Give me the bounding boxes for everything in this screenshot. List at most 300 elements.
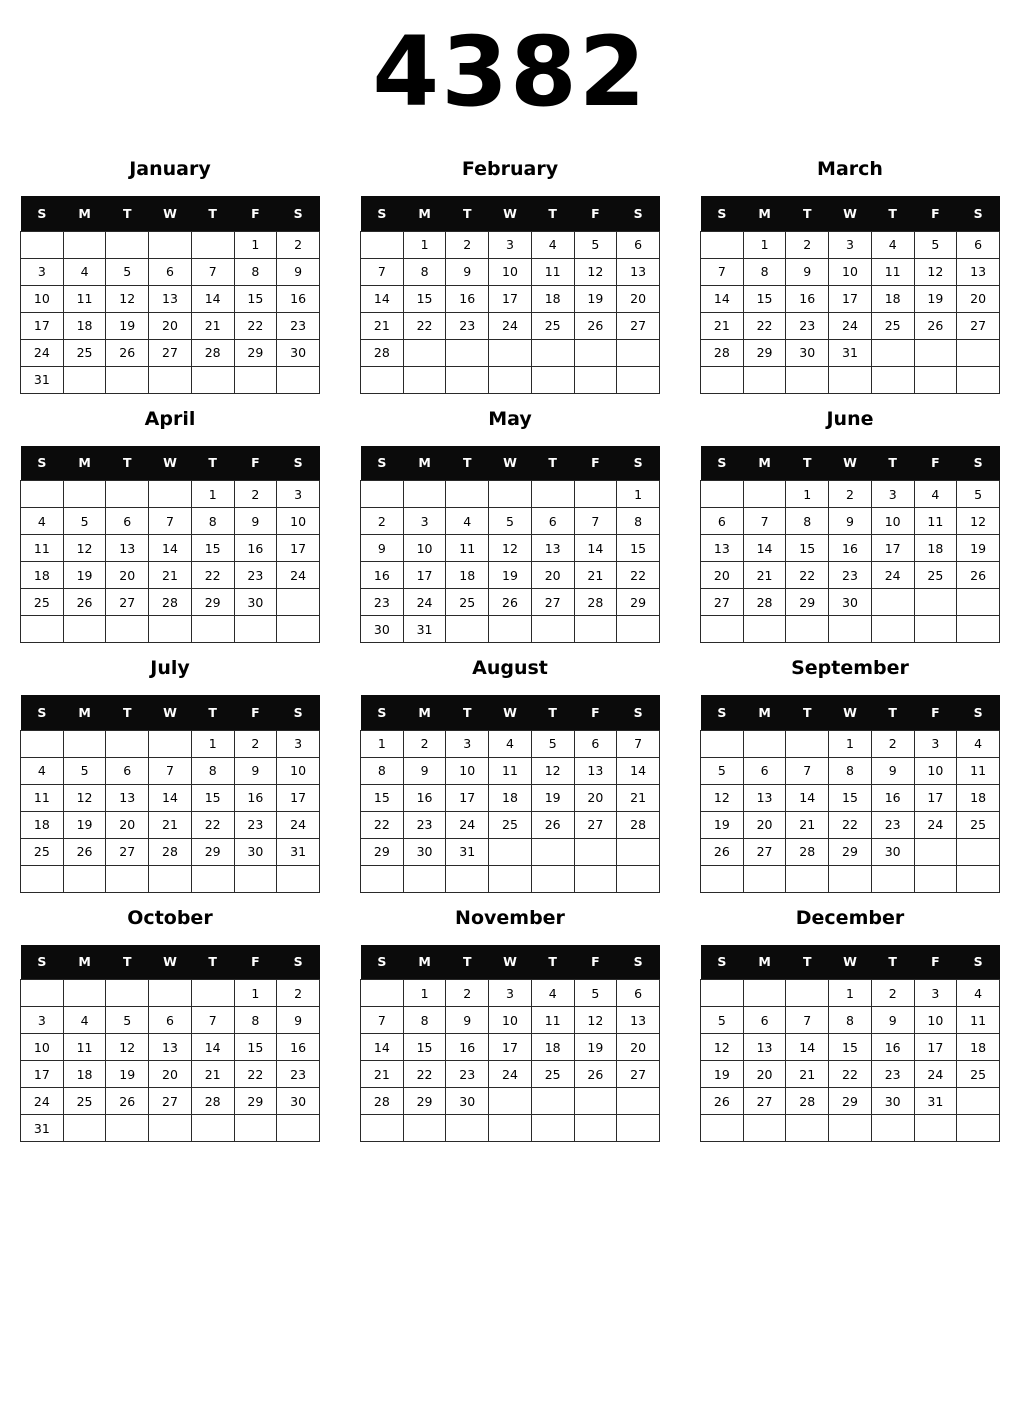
day-cell[interactable]: 25 [871, 312, 914, 339]
day-cell[interactable]: 22 [234, 312, 277, 339]
day-cell[interactable]: 31 [829, 339, 872, 366]
day-cell[interactable]: 25 [446, 589, 489, 616]
day-cell[interactable]: 13 [574, 757, 617, 784]
day-cell[interactable]: 9 [277, 258, 320, 285]
day-cell[interactable]: 10 [277, 508, 320, 535]
day-cell[interactable]: 29 [191, 589, 234, 616]
day-cell[interactable]: 15 [234, 285, 277, 312]
day-cell[interactable]: 9 [786, 258, 829, 285]
day-cell[interactable]: 9 [361, 535, 404, 562]
day-cell[interactable]: 14 [743, 535, 786, 562]
day-cell[interactable]: 23 [234, 811, 277, 838]
day-cell[interactable]: 10 [914, 1007, 957, 1034]
day-cell[interactable]: 7 [191, 258, 234, 285]
day-cell[interactable]: 30 [403, 838, 446, 865]
day-cell[interactable]: 11 [871, 258, 914, 285]
day-cell[interactable]: 12 [106, 285, 149, 312]
day-cell[interactable]: 17 [914, 1034, 957, 1061]
day-cell[interactable]: 25 [957, 811, 1000, 838]
day-cell[interactable]: 19 [574, 285, 617, 312]
day-cell[interactable]: 22 [403, 1061, 446, 1088]
day-cell[interactable]: 6 [106, 508, 149, 535]
day-cell[interactable]: 12 [701, 784, 744, 811]
day-cell[interactable]: 22 [191, 562, 234, 589]
day-cell[interactable]: 25 [63, 1088, 106, 1115]
day-cell[interactable]: 17 [914, 784, 957, 811]
day-cell[interactable]: 16 [234, 784, 277, 811]
day-cell[interactable]: 30 [871, 838, 914, 865]
day-cell[interactable]: 27 [149, 1088, 192, 1115]
day-cell[interactable]: 25 [21, 589, 64, 616]
day-cell[interactable]: 18 [957, 784, 1000, 811]
day-cell[interactable]: 16 [871, 784, 914, 811]
day-cell[interactable]: 28 [574, 589, 617, 616]
day-cell[interactable]: 17 [277, 535, 320, 562]
day-cell[interactable]: 6 [743, 757, 786, 784]
day-cell[interactable]: 8 [786, 508, 829, 535]
day-cell[interactable]: 10 [829, 258, 872, 285]
day-cell[interactable]: 13 [701, 535, 744, 562]
day-cell[interactable]: 20 [574, 784, 617, 811]
day-cell[interactable]: 17 [489, 1034, 532, 1061]
day-cell[interactable]: 28 [617, 811, 660, 838]
day-cell[interactable]: 6 [701, 508, 744, 535]
day-cell[interactable]: 17 [21, 312, 64, 339]
day-cell[interactable]: 3 [21, 258, 64, 285]
day-cell[interactable]: 19 [106, 312, 149, 339]
day-cell[interactable]: 7 [574, 508, 617, 535]
day-cell[interactable]: 3 [489, 980, 532, 1007]
day-cell[interactable]: 9 [446, 1007, 489, 1034]
day-cell[interactable]: 30 [234, 589, 277, 616]
day-cell[interactable]: 19 [574, 1034, 617, 1061]
day-cell[interactable]: 13 [531, 535, 574, 562]
day-cell[interactable]: 2 [403, 730, 446, 757]
day-cell[interactable]: 27 [701, 589, 744, 616]
day-cell[interactable]: 6 [106, 757, 149, 784]
day-cell[interactable]: 12 [574, 258, 617, 285]
day-cell[interactable]: 5 [574, 980, 617, 1007]
day-cell[interactable]: 10 [21, 1034, 64, 1061]
day-cell[interactable]: 19 [489, 562, 532, 589]
day-cell[interactable]: 16 [871, 1034, 914, 1061]
day-cell[interactable]: 5 [489, 508, 532, 535]
day-cell[interactable]: 8 [403, 258, 446, 285]
day-cell[interactable]: 19 [957, 535, 1000, 562]
day-cell[interactable]: 6 [743, 1007, 786, 1034]
day-cell[interactable]: 15 [829, 1034, 872, 1061]
day-cell[interactable]: 27 [743, 838, 786, 865]
day-cell[interactable]: 20 [743, 811, 786, 838]
day-cell[interactable]: 15 [786, 535, 829, 562]
day-cell[interactable]: 12 [914, 258, 957, 285]
day-cell[interactable]: 21 [149, 811, 192, 838]
day-cell[interactable]: 31 [21, 366, 64, 393]
day-cell[interactable]: 4 [957, 730, 1000, 757]
day-cell[interactable]: 16 [446, 1034, 489, 1061]
day-cell[interactable]: 20 [957, 285, 1000, 312]
day-cell[interactable]: 28 [743, 589, 786, 616]
day-cell[interactable]: 17 [403, 562, 446, 589]
day-cell[interactable]: 26 [957, 562, 1000, 589]
day-cell[interactable]: 20 [743, 1061, 786, 1088]
day-cell[interactable]: 7 [191, 1007, 234, 1034]
day-cell[interactable]: 15 [234, 1034, 277, 1061]
day-cell[interactable]: 19 [701, 1061, 744, 1088]
day-cell[interactable]: 9 [277, 1007, 320, 1034]
day-cell[interactable]: 6 [957, 231, 1000, 258]
day-cell[interactable]: 26 [106, 1088, 149, 1115]
day-cell[interactable]: 25 [489, 811, 532, 838]
day-cell[interactable]: 4 [914, 481, 957, 508]
day-cell[interactable]: 15 [829, 784, 872, 811]
day-cell[interactable]: 9 [403, 757, 446, 784]
day-cell[interactable]: 7 [786, 757, 829, 784]
day-cell[interactable]: 3 [914, 730, 957, 757]
day-cell[interactable]: 23 [871, 811, 914, 838]
day-cell[interactable]: 9 [234, 757, 277, 784]
day-cell[interactable]: 29 [191, 838, 234, 865]
day-cell[interactable]: 25 [63, 339, 106, 366]
day-cell[interactable]: 23 [234, 562, 277, 589]
day-cell[interactable]: 17 [829, 285, 872, 312]
day-cell[interactable]: 14 [149, 535, 192, 562]
day-cell[interactable]: 6 [149, 1007, 192, 1034]
day-cell[interactable]: 1 [829, 980, 872, 1007]
day-cell[interactable]: 16 [829, 535, 872, 562]
day-cell[interactable]: 12 [957, 508, 1000, 535]
day-cell[interactable]: 22 [829, 1061, 872, 1088]
day-cell[interactable]: 29 [829, 838, 872, 865]
day-cell[interactable]: 7 [743, 508, 786, 535]
day-cell[interactable]: 3 [446, 730, 489, 757]
day-cell[interactable]: 4 [446, 508, 489, 535]
day-cell[interactable]: 5 [574, 231, 617, 258]
day-cell[interactable]: 30 [277, 339, 320, 366]
day-cell[interactable]: 19 [106, 1061, 149, 1088]
day-cell[interactable]: 6 [617, 231, 660, 258]
day-cell[interactable]: 2 [234, 730, 277, 757]
day-cell[interactable]: 16 [403, 784, 446, 811]
day-cell[interactable]: 20 [149, 1061, 192, 1088]
day-cell[interactable]: 1 [234, 231, 277, 258]
day-cell[interactable]: 8 [617, 508, 660, 535]
day-cell[interactable]: 7 [149, 757, 192, 784]
day-cell[interactable]: 26 [106, 339, 149, 366]
day-cell[interactable]: 4 [63, 258, 106, 285]
day-cell[interactable]: 1 [234, 980, 277, 1007]
day-cell[interactable]: 26 [574, 312, 617, 339]
day-cell[interactable]: 8 [361, 757, 404, 784]
day-cell[interactable]: 29 [234, 1088, 277, 1115]
day-cell[interactable]: 28 [786, 1088, 829, 1115]
day-cell[interactable]: 14 [786, 784, 829, 811]
day-cell[interactable]: 5 [957, 481, 1000, 508]
day-cell[interactable]: 21 [191, 312, 234, 339]
day-cell[interactable]: 29 [617, 589, 660, 616]
day-cell[interactable]: 24 [914, 811, 957, 838]
day-cell[interactable]: 2 [871, 980, 914, 1007]
day-cell[interactable]: 17 [489, 285, 532, 312]
day-cell[interactable]: 29 [403, 1088, 446, 1115]
day-cell[interactable]: 14 [617, 757, 660, 784]
day-cell[interactable]: 9 [446, 258, 489, 285]
day-cell[interactable]: 10 [914, 757, 957, 784]
day-cell[interactable]: 5 [701, 757, 744, 784]
day-cell[interactable]: 16 [277, 285, 320, 312]
day-cell[interactable]: 22 [361, 811, 404, 838]
day-cell[interactable]: 21 [786, 1061, 829, 1088]
day-cell[interactable]: 12 [701, 1034, 744, 1061]
day-cell[interactable]: 22 [191, 811, 234, 838]
day-cell[interactable]: 20 [617, 1034, 660, 1061]
day-cell[interactable]: 21 [191, 1061, 234, 1088]
day-cell[interactable]: 1 [617, 481, 660, 508]
day-cell[interactable]: 23 [871, 1061, 914, 1088]
day-cell[interactable]: 7 [149, 508, 192, 535]
day-cell[interactable]: 4 [489, 730, 532, 757]
day-cell[interactable]: 13 [149, 285, 192, 312]
day-cell[interactable]: 15 [403, 1034, 446, 1061]
day-cell[interactable]: 3 [914, 980, 957, 1007]
day-cell[interactable]: 8 [191, 757, 234, 784]
day-cell[interactable]: 23 [403, 811, 446, 838]
day-cell[interactable]: 25 [21, 838, 64, 865]
day-cell[interactable]: 26 [63, 589, 106, 616]
day-cell[interactable]: 29 [786, 589, 829, 616]
day-cell[interactable]: 21 [786, 811, 829, 838]
day-cell[interactable]: 26 [63, 838, 106, 865]
day-cell[interactable]: 26 [914, 312, 957, 339]
day-cell[interactable]: 31 [446, 838, 489, 865]
day-cell[interactable]: 1 [743, 231, 786, 258]
day-cell[interactable]: 13 [617, 1007, 660, 1034]
day-cell[interactable]: 11 [63, 1034, 106, 1061]
day-cell[interactable]: 19 [63, 811, 106, 838]
day-cell[interactable]: 10 [489, 1007, 532, 1034]
day-cell[interactable]: 11 [21, 784, 64, 811]
day-cell[interactable]: 19 [531, 784, 574, 811]
day-cell[interactable]: 10 [871, 508, 914, 535]
day-cell[interactable]: 14 [701, 285, 744, 312]
day-cell[interactable]: 18 [446, 562, 489, 589]
day-cell[interactable]: 22 [617, 562, 660, 589]
day-cell[interactable]: 6 [574, 730, 617, 757]
day-cell[interactable]: 11 [531, 258, 574, 285]
day-cell[interactable]: 8 [743, 258, 786, 285]
day-cell[interactable]: 19 [914, 285, 957, 312]
day-cell[interactable]: 15 [617, 535, 660, 562]
day-cell[interactable]: 5 [914, 231, 957, 258]
day-cell[interactable]: 1 [403, 980, 446, 1007]
day-cell[interactable]: 29 [829, 1088, 872, 1115]
day-cell[interactable]: 21 [361, 312, 404, 339]
day-cell[interactable]: 27 [574, 811, 617, 838]
day-cell[interactable]: 2 [871, 730, 914, 757]
day-cell[interactable]: 31 [277, 838, 320, 865]
day-cell[interactable]: 28 [361, 1088, 404, 1115]
day-cell[interactable]: 24 [871, 562, 914, 589]
day-cell[interactable]: 17 [21, 1061, 64, 1088]
day-cell[interactable]: 1 [403, 231, 446, 258]
day-cell[interactable]: 24 [403, 589, 446, 616]
day-cell[interactable]: 21 [701, 312, 744, 339]
day-cell[interactable]: 5 [63, 508, 106, 535]
day-cell[interactable]: 31 [21, 1115, 64, 1142]
day-cell[interactable]: 24 [21, 1088, 64, 1115]
day-cell[interactable]: 31 [403, 616, 446, 643]
day-cell[interactable]: 17 [277, 784, 320, 811]
day-cell[interactable]: 27 [957, 312, 1000, 339]
day-cell[interactable]: 19 [63, 562, 106, 589]
day-cell[interactable]: 18 [871, 285, 914, 312]
day-cell[interactable]: 12 [531, 757, 574, 784]
day-cell[interactable]: 18 [531, 285, 574, 312]
day-cell[interactable]: 13 [743, 1034, 786, 1061]
day-cell[interactable]: 7 [701, 258, 744, 285]
day-cell[interactable]: 2 [786, 231, 829, 258]
day-cell[interactable]: 2 [446, 980, 489, 1007]
day-cell[interactable]: 4 [21, 757, 64, 784]
day-cell[interactable]: 9 [871, 1007, 914, 1034]
day-cell[interactable]: 20 [106, 811, 149, 838]
day-cell[interactable]: 22 [743, 312, 786, 339]
day-cell[interactable]: 26 [701, 1088, 744, 1115]
day-cell[interactable]: 20 [531, 562, 574, 589]
day-cell[interactable]: 30 [786, 339, 829, 366]
day-cell[interactable]: 26 [701, 838, 744, 865]
day-cell[interactable]: 8 [191, 508, 234, 535]
day-cell[interactable]: 27 [106, 589, 149, 616]
day-cell[interactable]: 7 [361, 1007, 404, 1034]
day-cell[interactable]: 13 [106, 784, 149, 811]
day-cell[interactable]: 29 [234, 339, 277, 366]
day-cell[interactable]: 6 [531, 508, 574, 535]
day-cell[interactable]: 15 [743, 285, 786, 312]
day-cell[interactable]: 8 [234, 1007, 277, 1034]
day-cell[interactable]: 26 [574, 1061, 617, 1088]
day-cell[interactable]: 14 [191, 1034, 234, 1061]
day-cell[interactable]: 25 [914, 562, 957, 589]
day-cell[interactable]: 23 [786, 312, 829, 339]
day-cell[interactable]: 1 [191, 730, 234, 757]
day-cell[interactable]: 10 [21, 285, 64, 312]
day-cell[interactable]: 3 [489, 231, 532, 258]
day-cell[interactable]: 8 [403, 1007, 446, 1034]
day-cell[interactable]: 27 [149, 339, 192, 366]
day-cell[interactable]: 10 [403, 535, 446, 562]
day-cell[interactable]: 22 [786, 562, 829, 589]
day-cell[interactable]: 10 [277, 757, 320, 784]
day-cell[interactable]: 24 [489, 312, 532, 339]
day-cell[interactable]: 2 [277, 231, 320, 258]
day-cell[interactable]: 14 [361, 1034, 404, 1061]
day-cell[interactable]: 1 [361, 730, 404, 757]
day-cell[interactable]: 20 [106, 562, 149, 589]
day-cell[interactable]: 11 [21, 535, 64, 562]
day-cell[interactable]: 12 [574, 1007, 617, 1034]
day-cell[interactable]: 29 [743, 339, 786, 366]
day-cell[interactable]: 3 [403, 508, 446, 535]
day-cell[interactable]: 16 [361, 562, 404, 589]
day-cell[interactable]: 21 [361, 1061, 404, 1088]
day-cell[interactable]: 9 [829, 508, 872, 535]
day-cell[interactable]: 8 [829, 1007, 872, 1034]
day-cell[interactable]: 12 [63, 784, 106, 811]
day-cell[interactable]: 26 [489, 589, 532, 616]
day-cell[interactable]: 15 [191, 784, 234, 811]
day-cell[interactable]: 23 [446, 312, 489, 339]
day-cell[interactable]: 23 [277, 1061, 320, 1088]
day-cell[interactable]: 30 [871, 1088, 914, 1115]
day-cell[interactable]: 22 [829, 811, 872, 838]
day-cell[interactable]: 4 [531, 231, 574, 258]
day-cell[interactable]: 20 [701, 562, 744, 589]
day-cell[interactable]: 13 [743, 784, 786, 811]
day-cell[interactable]: 5 [63, 757, 106, 784]
day-cell[interactable]: 4 [63, 1007, 106, 1034]
day-cell[interactable]: 5 [701, 1007, 744, 1034]
day-cell[interactable]: 3 [829, 231, 872, 258]
day-cell[interactable]: 17 [446, 784, 489, 811]
day-cell[interactable]: 25 [531, 1061, 574, 1088]
day-cell[interactable]: 4 [21, 508, 64, 535]
day-cell[interactable]: 14 [786, 1034, 829, 1061]
day-cell[interactable]: 18 [21, 562, 64, 589]
day-cell[interactable]: 11 [957, 757, 1000, 784]
day-cell[interactable]: 28 [361, 339, 404, 366]
day-cell[interactable]: 6 [149, 258, 192, 285]
day-cell[interactable]: 5 [531, 730, 574, 757]
day-cell[interactable]: 16 [786, 285, 829, 312]
day-cell[interactable]: 30 [234, 838, 277, 865]
day-cell[interactable]: 28 [786, 838, 829, 865]
day-cell[interactable]: 7 [617, 730, 660, 757]
day-cell[interactable]: 4 [871, 231, 914, 258]
day-cell[interactable]: 2 [234, 481, 277, 508]
day-cell[interactable]: 18 [63, 1061, 106, 1088]
day-cell[interactable]: 9 [871, 757, 914, 784]
day-cell[interactable]: 28 [191, 339, 234, 366]
day-cell[interactable]: 20 [617, 285, 660, 312]
day-cell[interactable]: 24 [277, 562, 320, 589]
day-cell[interactable]: 30 [446, 1088, 489, 1115]
day-cell[interactable]: 30 [829, 589, 872, 616]
day-cell[interactable]: 28 [191, 1088, 234, 1115]
day-cell[interactable]: 15 [361, 784, 404, 811]
day-cell[interactable]: 18 [63, 312, 106, 339]
day-cell[interactable]: 24 [829, 312, 872, 339]
day-cell[interactable]: 14 [149, 784, 192, 811]
day-cell[interactable]: 30 [361, 616, 404, 643]
day-cell[interactable]: 21 [149, 562, 192, 589]
day-cell[interactable]: 27 [743, 1088, 786, 1115]
day-cell[interactable]: 27 [617, 312, 660, 339]
day-cell[interactable]: 14 [191, 285, 234, 312]
day-cell[interactable]: 25 [957, 1061, 1000, 1088]
day-cell[interactable]: 8 [234, 258, 277, 285]
day-cell[interactable]: 12 [489, 535, 532, 562]
day-cell[interactable]: 10 [446, 757, 489, 784]
day-cell[interactable]: 3 [277, 730, 320, 757]
day-cell[interactable]: 23 [277, 312, 320, 339]
day-cell[interactable]: 22 [234, 1061, 277, 1088]
day-cell[interactable]: 11 [63, 285, 106, 312]
day-cell[interactable]: 7 [786, 1007, 829, 1034]
day-cell[interactable]: 10 [489, 258, 532, 285]
day-cell[interactable]: 2 [277, 980, 320, 1007]
day-cell[interactable]: 21 [617, 784, 660, 811]
